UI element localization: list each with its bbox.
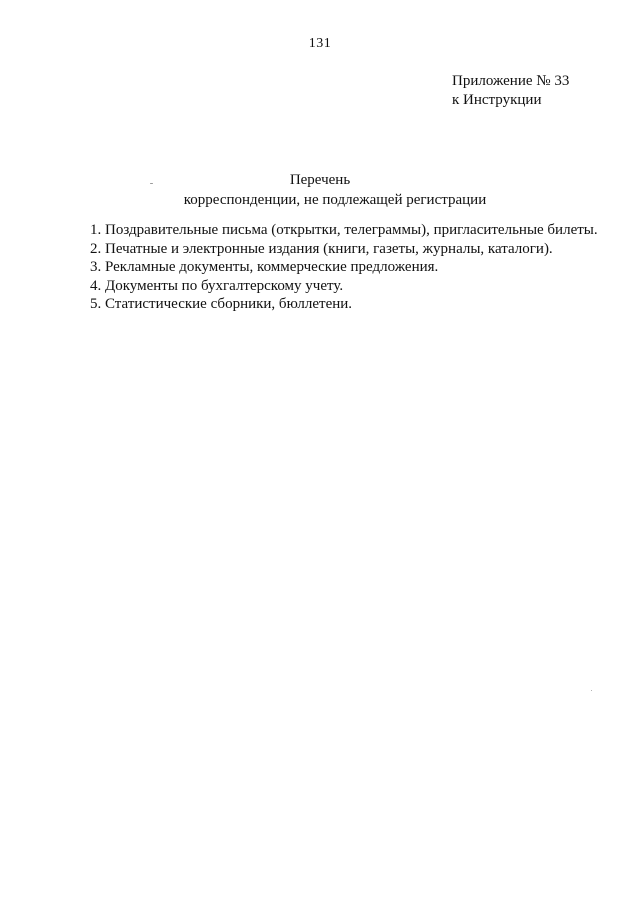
- correspondence-list: [90, 221, 598, 314]
- document-title: [0, 170, 640, 210]
- scan-speck: [150, 183, 153, 184]
- list-item: 1. Поздравительные письма (открытки, телеграммы), пригласительные билеты.: [90, 222, 598, 238]
- scan-speck: [591, 690, 592, 691]
- appendix-instruction: к Инструкции: [452, 92, 542, 108]
- page-number: 131: [308, 36, 332, 51]
- title-subtitle: корреспонденции, не подлежащей регистрации: [183, 192, 487, 208]
- list-item: 5. Статистические сборники, бюллетени.: [90, 296, 353, 312]
- list-item: 4. Документы по бухгалтерскому учету.: [90, 277, 344, 294]
- appendix-reference: [452, 72, 569, 110]
- appendix-number: Приложение № 33: [452, 73, 570, 89]
- title-heading: Перечень: [289, 172, 351, 188]
- list-item: 3. Рекламные документы, коммерческие предложения.: [90, 259, 439, 275]
- list-item: 2. Печатные и электронные издания (книги, газеты, журналы, каталоги).: [90, 240, 553, 257]
